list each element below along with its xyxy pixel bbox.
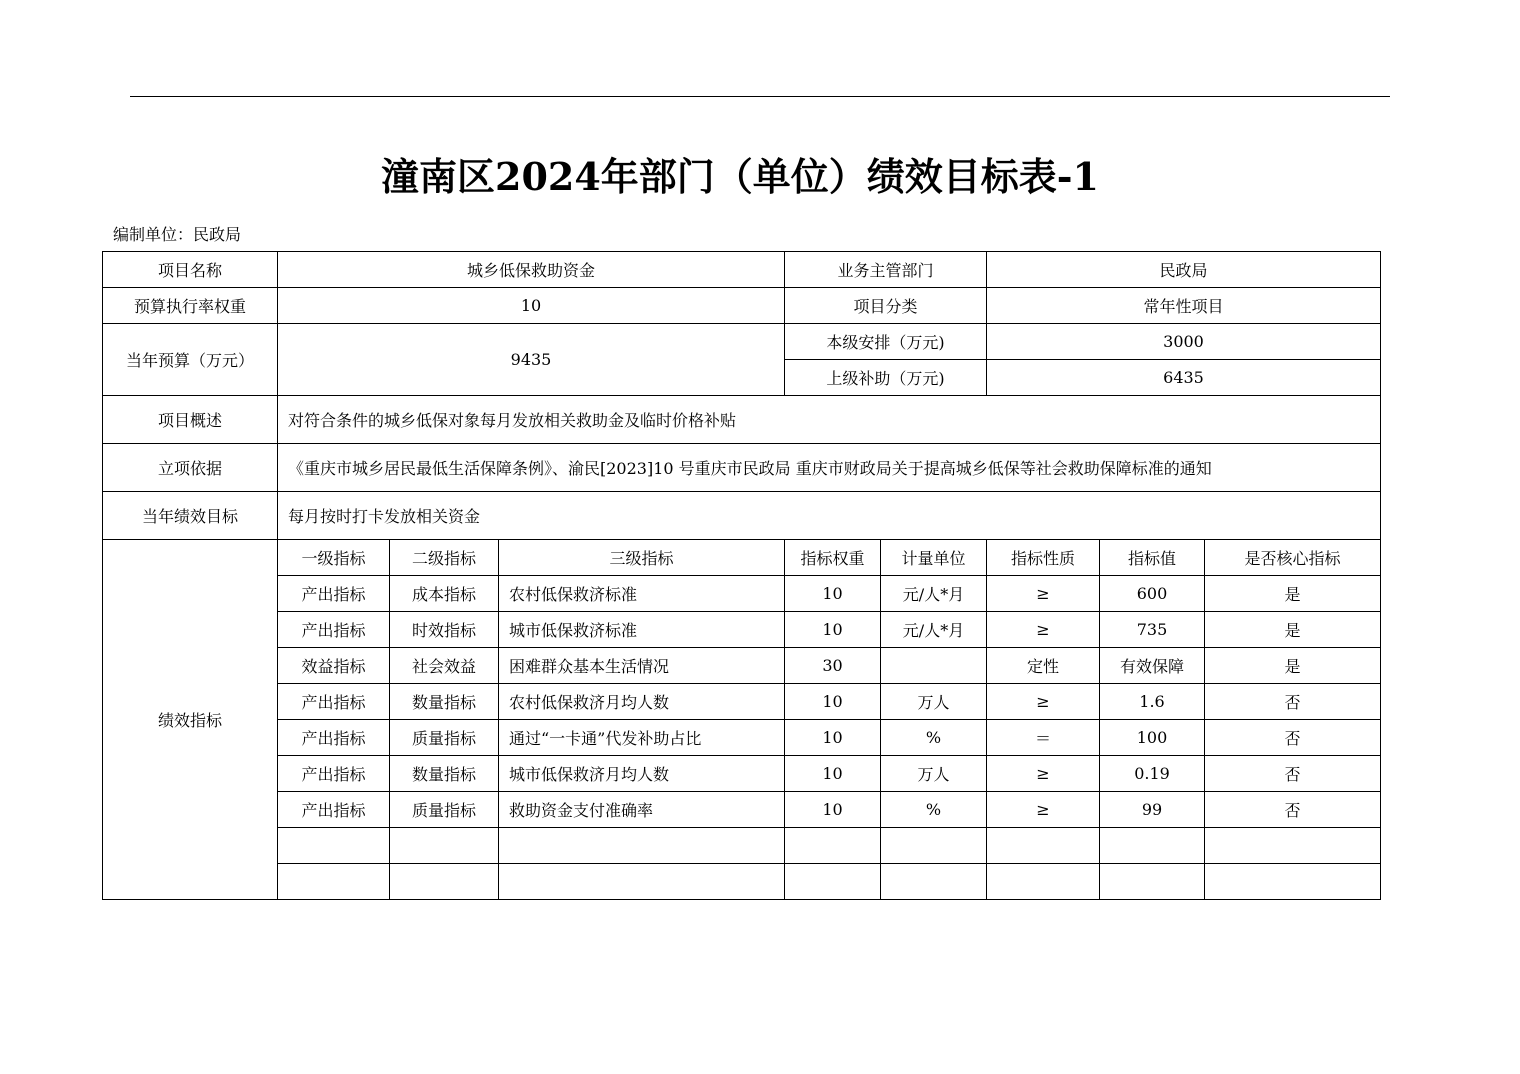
header-level3: 三级指标 [499, 540, 785, 576]
cell-is-core [1205, 864, 1381, 900]
cell-level3: 农村低保救济月均人数 [499, 684, 785, 720]
cell-level2 [390, 864, 499, 900]
cell-unit [881, 648, 987, 684]
cell-unit: 元/人*月 [881, 612, 987, 648]
cell-is-core: 是 [1205, 576, 1381, 612]
cell-level2: 成本指标 [390, 576, 499, 612]
header-level2: 二级指标 [390, 540, 499, 576]
cell-nature: ≥ [987, 612, 1100, 648]
table-row [103, 828, 1381, 864]
cell-unit [881, 864, 987, 900]
cell-level1: 产出指标 [278, 684, 390, 720]
cell-level3: 城市低保救济月均人数 [499, 756, 785, 792]
cell-value: 有效保障 [1100, 648, 1205, 684]
cell-nature [987, 828, 1100, 864]
cell-is-core: 是 [1205, 612, 1381, 648]
cell-level3 [499, 864, 785, 900]
indicators-label: 绩效指标 [103, 540, 278, 900]
upper-funding-label: 上级补助（万元) [785, 360, 987, 396]
cell-nature: ≥ [987, 684, 1100, 720]
performance-target-table [102, 251, 1381, 900]
cell-value [1100, 864, 1205, 900]
cell-nature: 定性 [987, 648, 1100, 684]
cell-nature: ≥ [987, 792, 1100, 828]
cell-value: 600 [1100, 576, 1205, 612]
dept-value: 民政局 [987, 252, 1381, 288]
cell-level2: 数量指标 [390, 756, 499, 792]
table-row [103, 612, 1381, 648]
cell-level1 [278, 864, 390, 900]
cell-level2 [390, 828, 499, 864]
goal-value: 每月按时打卡发放相关资金 [278, 492, 1381, 540]
cell-level2: 质量指标 [390, 720, 499, 756]
cell-level1: 产出指标 [278, 720, 390, 756]
document-title: 潼南区2024年部门（单位）绩效目标表-1 [381, 154, 1099, 199]
upper-funding-value: 6435 [987, 360, 1381, 396]
cell-unit: % [881, 792, 987, 828]
cell-is-core: 否 [1205, 756, 1381, 792]
cell-level1: 产出指标 [278, 792, 390, 828]
cell-level2: 质量指标 [390, 792, 499, 828]
cell-level1 [278, 828, 390, 864]
cell-unit [881, 828, 987, 864]
cell-is-core: 否 [1205, 792, 1381, 828]
cell-level3 [499, 828, 785, 864]
header-unit: 计量单位 [881, 540, 987, 576]
cell-unit: 万人 [881, 756, 987, 792]
cell-level3: 农村低保救济标准 [499, 576, 785, 612]
cell-level1: 产出指标 [278, 756, 390, 792]
cell-unit: 元/人*月 [881, 576, 987, 612]
dept-label: 业务主管部门 [785, 252, 987, 288]
cell-level1: 产出指标 [278, 576, 390, 612]
cell-is-core: 否 [1205, 720, 1381, 756]
exec-weight-value: 10 [278, 288, 785, 324]
table-row [103, 756, 1381, 792]
compiling-unit: 编制单位：民政局 [113, 225, 242, 244]
cell-weight: 10 [785, 612, 881, 648]
cell-level2: 数量指标 [390, 684, 499, 720]
cell-level1: 效益指标 [278, 648, 390, 684]
table-row [103, 792, 1381, 828]
basis-label: 立项依据 [103, 444, 278, 492]
cell-weight [785, 828, 881, 864]
header-is-core: 是否核心指标 [1205, 540, 1381, 576]
project-name-value: 城乡低保救助资金 [278, 252, 785, 288]
cell-level2: 社会效益 [390, 648, 499, 684]
cell-unit: % [881, 720, 987, 756]
cell-is-core: 是 [1205, 648, 1381, 684]
exec-weight-label: 预算执行率权重 [103, 288, 278, 324]
header-level1: 一级指标 [278, 540, 390, 576]
cell-value: 1.6 [1100, 684, 1205, 720]
cell-level3: 救助资金支付准确率 [499, 792, 785, 828]
cell-unit: 万人 [881, 684, 987, 720]
cell-nature [987, 864, 1100, 900]
goal-label: 当年绩效目标 [103, 492, 278, 540]
header-rule [130, 96, 1390, 97]
cell-level1: 产出指标 [278, 612, 390, 648]
cell-weight: 10 [785, 792, 881, 828]
cell-nature: ≥ [987, 756, 1100, 792]
cell-value: 0.19 [1100, 756, 1205, 792]
cell-weight: 10 [785, 576, 881, 612]
cell-value: 100 [1100, 720, 1205, 756]
cell-level3: 通过“一卡通”代发补助占比 [499, 720, 785, 756]
cell-level3: 城市低保救济标准 [499, 612, 785, 648]
local-funding-value: 3000 [987, 324, 1381, 360]
cell-value [1100, 828, 1205, 864]
basis-value: 《重庆市城乡居民最低生活保障条例》、渝民[2023]10 号重庆市民政局 重庆市财政局关于提高城乡低保等社会救助保障标准的通知 [278, 444, 1381, 492]
cell-value: 735 [1100, 612, 1205, 648]
table-row [103, 720, 1381, 756]
cell-weight: 10 [785, 720, 881, 756]
header-nature: 指标性质 [987, 540, 1100, 576]
overview-label: 项目概述 [103, 396, 278, 444]
overview-value: 对符合条件的城乡低保对象每月发放相关救助金及临时价格补贴 [278, 396, 1381, 444]
table-row [103, 864, 1381, 900]
cell-is-core [1205, 828, 1381, 864]
cell-value: 99 [1100, 792, 1205, 828]
cell-level3: 困难群众基本生活情况 [499, 648, 785, 684]
header-weight: 指标权重 [785, 540, 881, 576]
cell-is-core: 否 [1205, 684, 1381, 720]
cell-weight [785, 864, 881, 900]
table-row [103, 576, 1381, 612]
table-row [103, 684, 1381, 720]
category-value: 常年性项目 [987, 288, 1381, 324]
project-name-label: 项目名称 [103, 252, 278, 288]
table-row [103, 648, 1381, 684]
cell-level2: 时效指标 [390, 612, 499, 648]
cell-nature: ＝ [987, 720, 1100, 756]
cell-nature: ≥ [987, 576, 1100, 612]
cell-weight: 10 [785, 684, 881, 720]
header-value: 指标值 [1100, 540, 1205, 576]
local-funding-label: 本级安排（万元) [785, 324, 987, 360]
category-label: 项目分类 [785, 288, 987, 324]
cell-weight: 10 [785, 756, 881, 792]
cell-weight: 30 [785, 648, 881, 684]
budget-value: 9435 [278, 324, 785, 396]
budget-label: 当年预算（万元） [103, 324, 278, 396]
